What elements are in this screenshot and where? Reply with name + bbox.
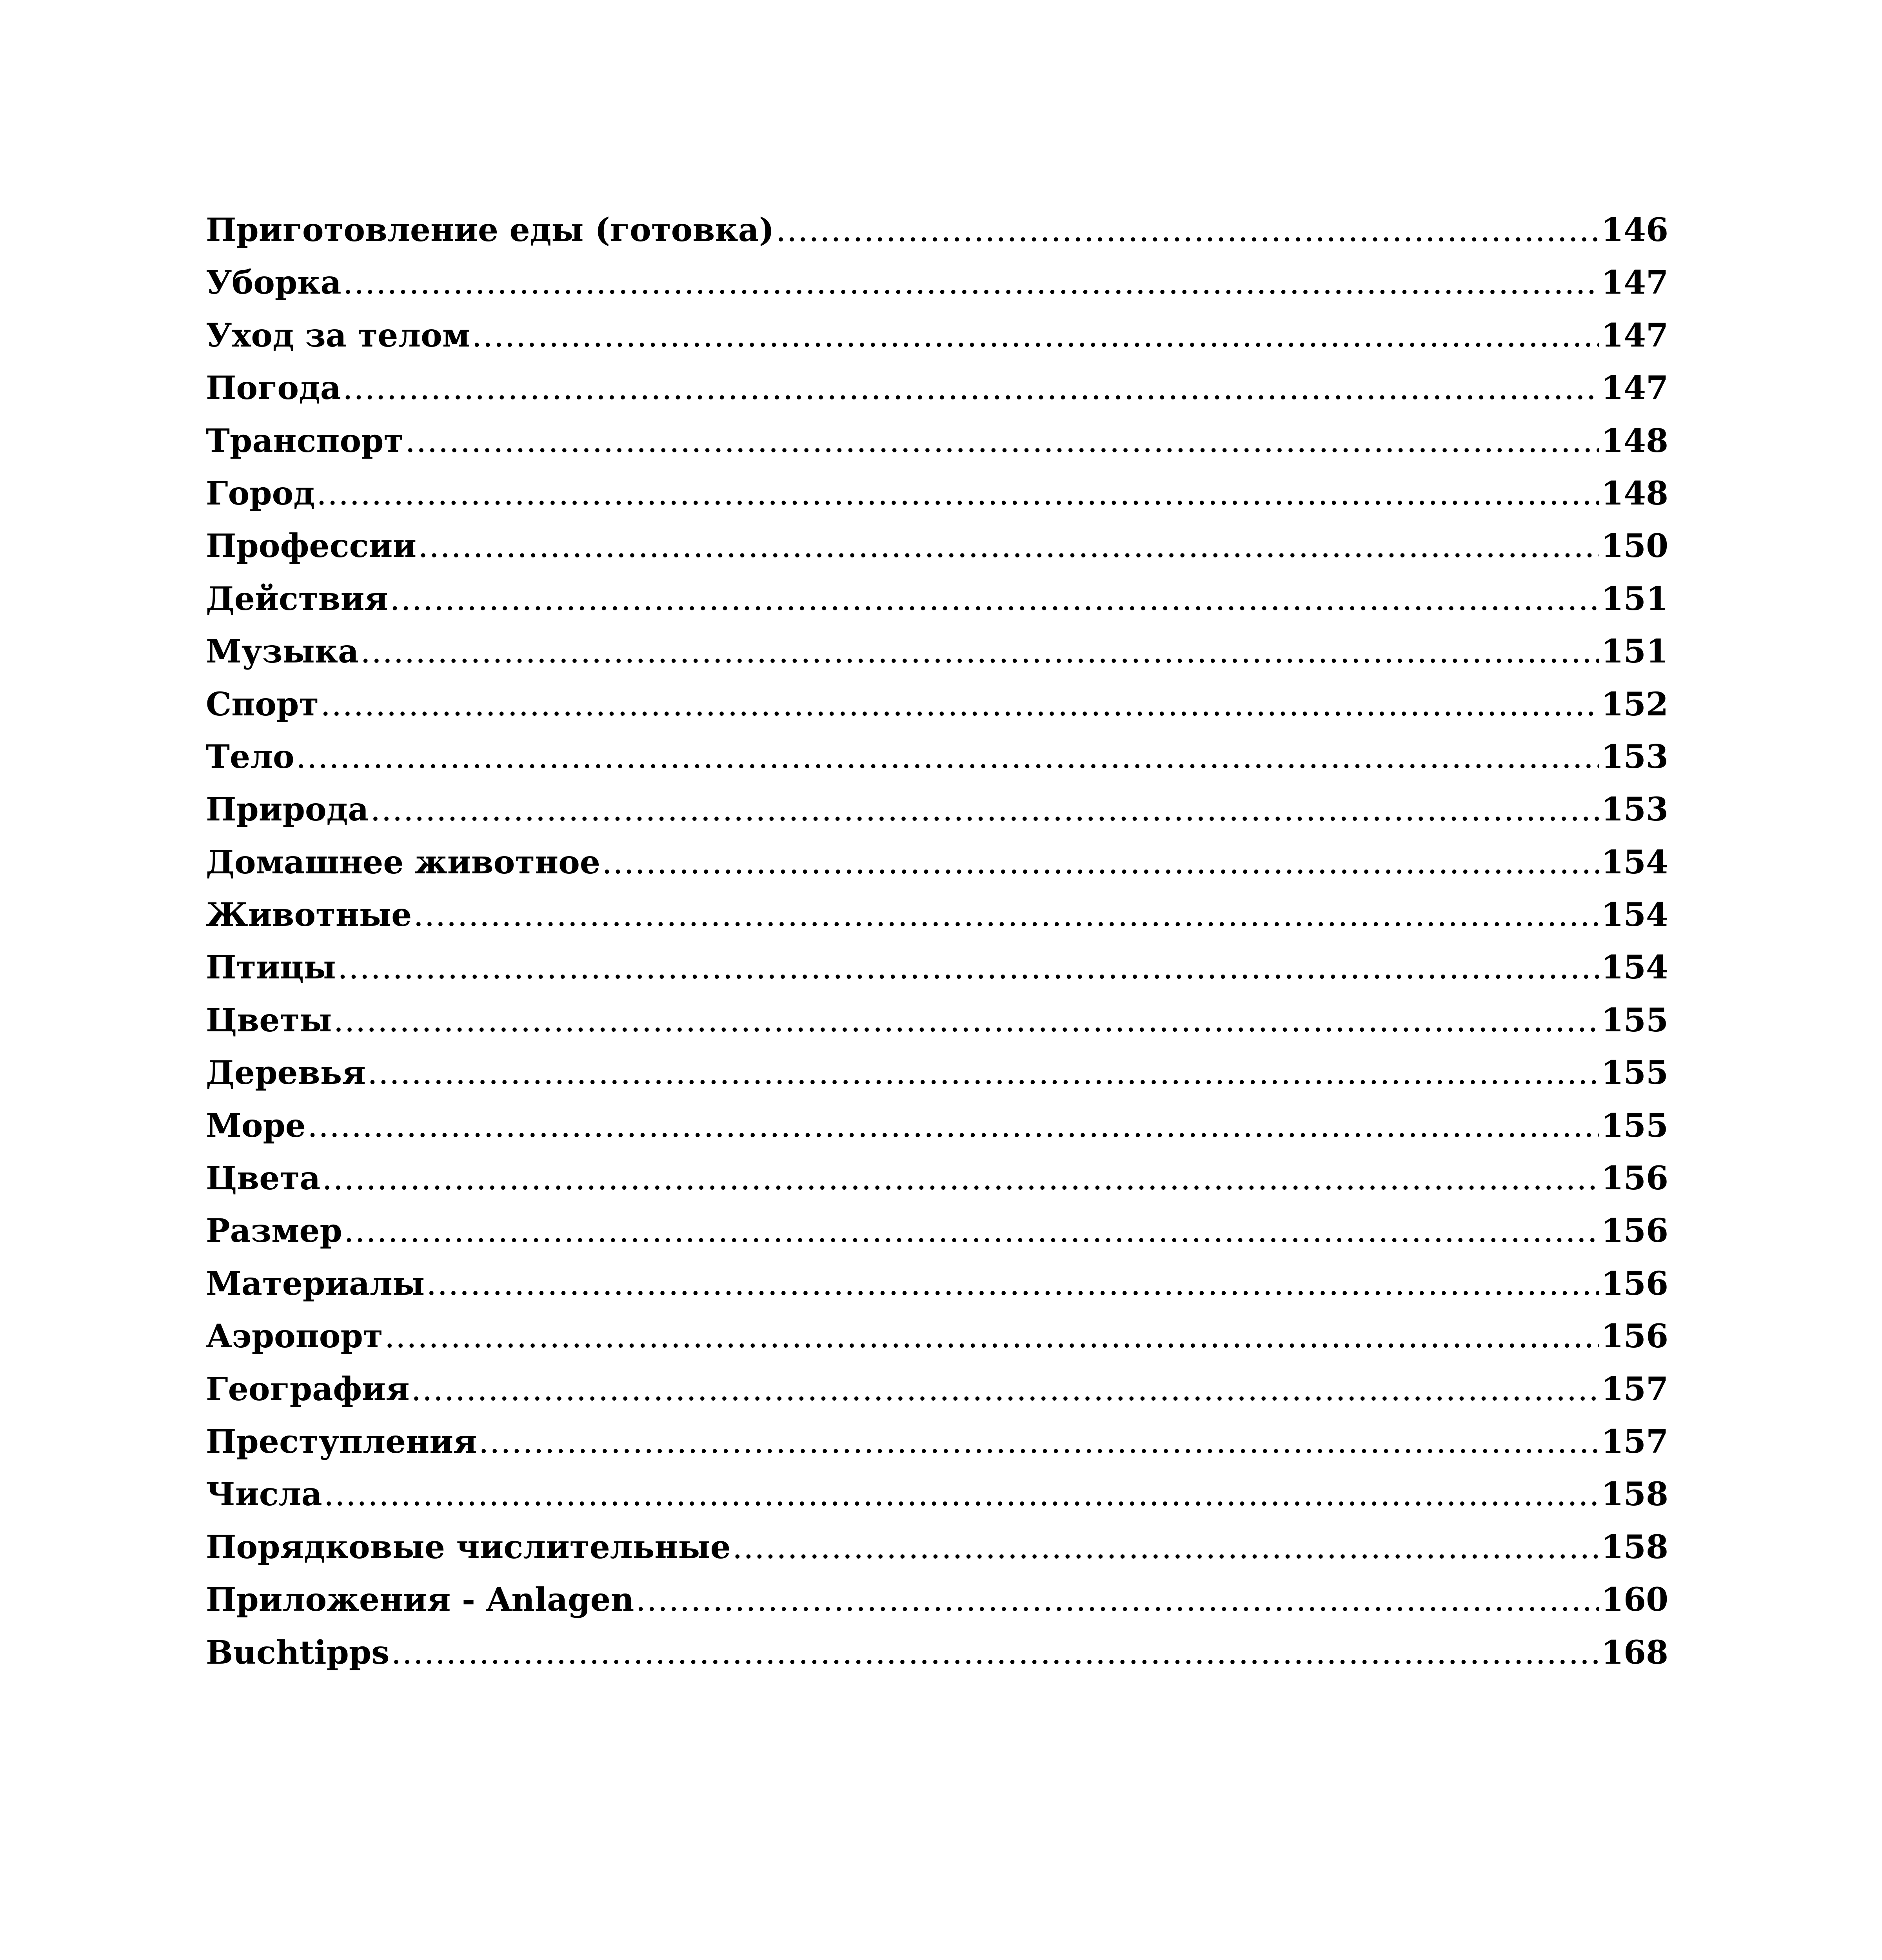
toc-entry[interactable] [206, 1205, 1668, 1257]
toc-entry[interactable] [206, 889, 1668, 941]
toc-entry[interactable] [206, 467, 1668, 520]
toc-entry-page: 158 [1601, 1528, 1668, 1566]
toc-entry-page: 154 [1601, 896, 1668, 934]
toc-dot-leader [390, 573, 1599, 626]
toc-entry[interactable] [206, 783, 1668, 836]
toc-dot-leader [391, 1627, 1599, 1679]
toc-dot-leader [322, 1152, 1599, 1205]
toc-entry[interactable] [206, 256, 1668, 309]
toc-entry-title: Аэропорт [206, 1318, 383, 1356]
toc-entry-page: 153 [1601, 738, 1668, 776]
toc-entry[interactable] [206, 1416, 1668, 1468]
toc-entry[interactable] [206, 994, 1668, 1047]
toc-entry-title: Числа [206, 1475, 322, 1514]
toc-entry-page: 148 [1601, 422, 1668, 460]
toc-entry-title: Животные [206, 896, 412, 934]
toc-entry-page: 156 [1601, 1265, 1668, 1303]
toc-entry-title: Птицы [206, 949, 336, 987]
toc-entry-page: 158 [1601, 1475, 1668, 1514]
toc-entry-page: 157 [1601, 1423, 1668, 1461]
toc-dot-leader [426, 1258, 1599, 1310]
toc-dot-leader [472, 310, 1599, 362]
toc-dot-leader [411, 1363, 1599, 1416]
toc-dot-leader [343, 257, 1599, 309]
toc-entry-title: Море [206, 1107, 306, 1145]
toc-entry-title: Деревья [206, 1054, 366, 1092]
toc-dot-leader [367, 1047, 1599, 1100]
toc-entry-title: Спорт [206, 685, 319, 723]
toc-entry[interactable] [206, 204, 1668, 256]
toc-entry-title: Профессии [206, 527, 417, 565]
toc-entry-title: Приготовление еды (готовка) [206, 211, 774, 249]
toc-dot-leader [385, 1310, 1599, 1363]
toc-entry-page: 147 [1601, 369, 1668, 407]
toc-entry[interactable] [206, 1521, 1668, 1573]
toc-dot-leader [370, 784, 1599, 836]
toc-dot-leader [732, 1521, 1599, 1574]
toc-entry-title: Материалы [206, 1265, 425, 1303]
toc-entry-page: 147 [1601, 316, 1668, 354]
toc-entry-page: 154 [1601, 949, 1668, 987]
toc-dot-leader [405, 415, 1599, 468]
toc-entry-title: Погода [206, 369, 341, 407]
toc-entry[interactable] [206, 1258, 1668, 1310]
toc-dot-leader [776, 204, 1599, 257]
toc-entry[interactable] [206, 836, 1668, 889]
toc-entry-page: 147 [1601, 264, 1668, 302]
toc-dot-leader [338, 942, 1599, 994]
toc-entry[interactable] [206, 415, 1668, 467]
toc-entry-title: Порядковые числительные [206, 1528, 731, 1566]
toc-entry-title: Уход за телом [206, 316, 470, 354]
toc-entry-title: Цветы [206, 1001, 332, 1039]
toc-entry-page: 151 [1601, 633, 1668, 671]
toc-entry-title: Тело [206, 738, 294, 776]
toc-entry-title: Уборка [206, 264, 342, 302]
toc-entry[interactable] [206, 573, 1668, 625]
toc-entry-page: 156 [1601, 1318, 1668, 1356]
toc-entry[interactable] [206, 309, 1668, 362]
toc-entry[interactable] [206, 1626, 1668, 1679]
toc-entry-page: 156 [1601, 1160, 1668, 1198]
toc-dot-leader [324, 1468, 1599, 1521]
toc-entry-title: Buchtipps [206, 1633, 390, 1671]
toc-entry-page: 146 [1601, 211, 1668, 249]
toc-entry-page: 157 [1601, 1370, 1668, 1408]
toc-entry-page: 148 [1601, 474, 1668, 512]
toc-entry-title: Природа [206, 791, 369, 829]
toc-entry-page: 151 [1601, 580, 1668, 618]
toc-entry-title: Преступления [206, 1423, 477, 1461]
toc-entry[interactable] [206, 1468, 1668, 1521]
toc-entry-page: 156 [1601, 1212, 1668, 1250]
toc-dot-leader [360, 626, 1599, 678]
toc-entry-title: Цвета [206, 1160, 321, 1198]
toc-dot-leader [636, 1574, 1599, 1626]
toc-entry[interactable] [206, 1573, 1668, 1626]
toc-entry[interactable] [206, 362, 1668, 414]
toc-dot-leader [602, 837, 1599, 889]
toc-entry-page: 160 [1601, 1581, 1668, 1619]
toc-entry[interactable] [206, 1363, 1668, 1416]
toc-entry[interactable] [206, 1310, 1668, 1363]
toc-entry-title: Приложения - Anlagen [206, 1581, 634, 1619]
toc-entry-page: 154 [1601, 843, 1668, 881]
toc-entry-page: 155 [1601, 1107, 1668, 1145]
toc-entry[interactable] [206, 678, 1668, 731]
toc-dot-leader [344, 1205, 1599, 1258]
toc-entry-title: Домашнее животное [206, 843, 600, 881]
table-of-contents [206, 204, 1668, 1679]
toc-entry[interactable] [206, 731, 1668, 783]
toc-entry[interactable] [206, 941, 1668, 994]
toc-entry[interactable] [206, 625, 1668, 678]
toc-dot-leader [333, 995, 1599, 1047]
toc-entry[interactable] [206, 520, 1668, 572]
toc-dot-leader [316, 468, 1599, 520]
toc-dot-leader [296, 731, 1599, 784]
toc-entry-title: Транспорт [206, 422, 404, 460]
toc-entry[interactable] [206, 1047, 1668, 1099]
toc-entry-page: 168 [1601, 1633, 1668, 1671]
toc-entry-title: Музыка [206, 633, 359, 671]
toc-entry[interactable] [206, 1100, 1668, 1152]
toc-entry-page: 152 [1601, 685, 1668, 723]
toc-entry-page: 155 [1601, 1054, 1668, 1092]
toc-dot-leader [343, 362, 1599, 415]
toc-entry-page: 153 [1601, 791, 1668, 829]
toc-entry-page: 150 [1601, 527, 1668, 565]
toc-entry[interactable] [206, 1152, 1668, 1205]
toc-entry-title: Размер [206, 1212, 342, 1250]
toc-dot-leader [413, 889, 1599, 942]
toc-dot-leader [320, 679, 1599, 731]
toc-entry-page: 155 [1601, 1001, 1668, 1039]
toc-dot-leader [307, 1100, 1599, 1152]
toc-entry-title: География [206, 1370, 410, 1408]
toc-dot-leader [418, 520, 1599, 573]
toc-entry-title: Действия [206, 580, 389, 618]
toc-entry-title: Город [206, 474, 315, 512]
toc-dot-leader [479, 1416, 1599, 1468]
